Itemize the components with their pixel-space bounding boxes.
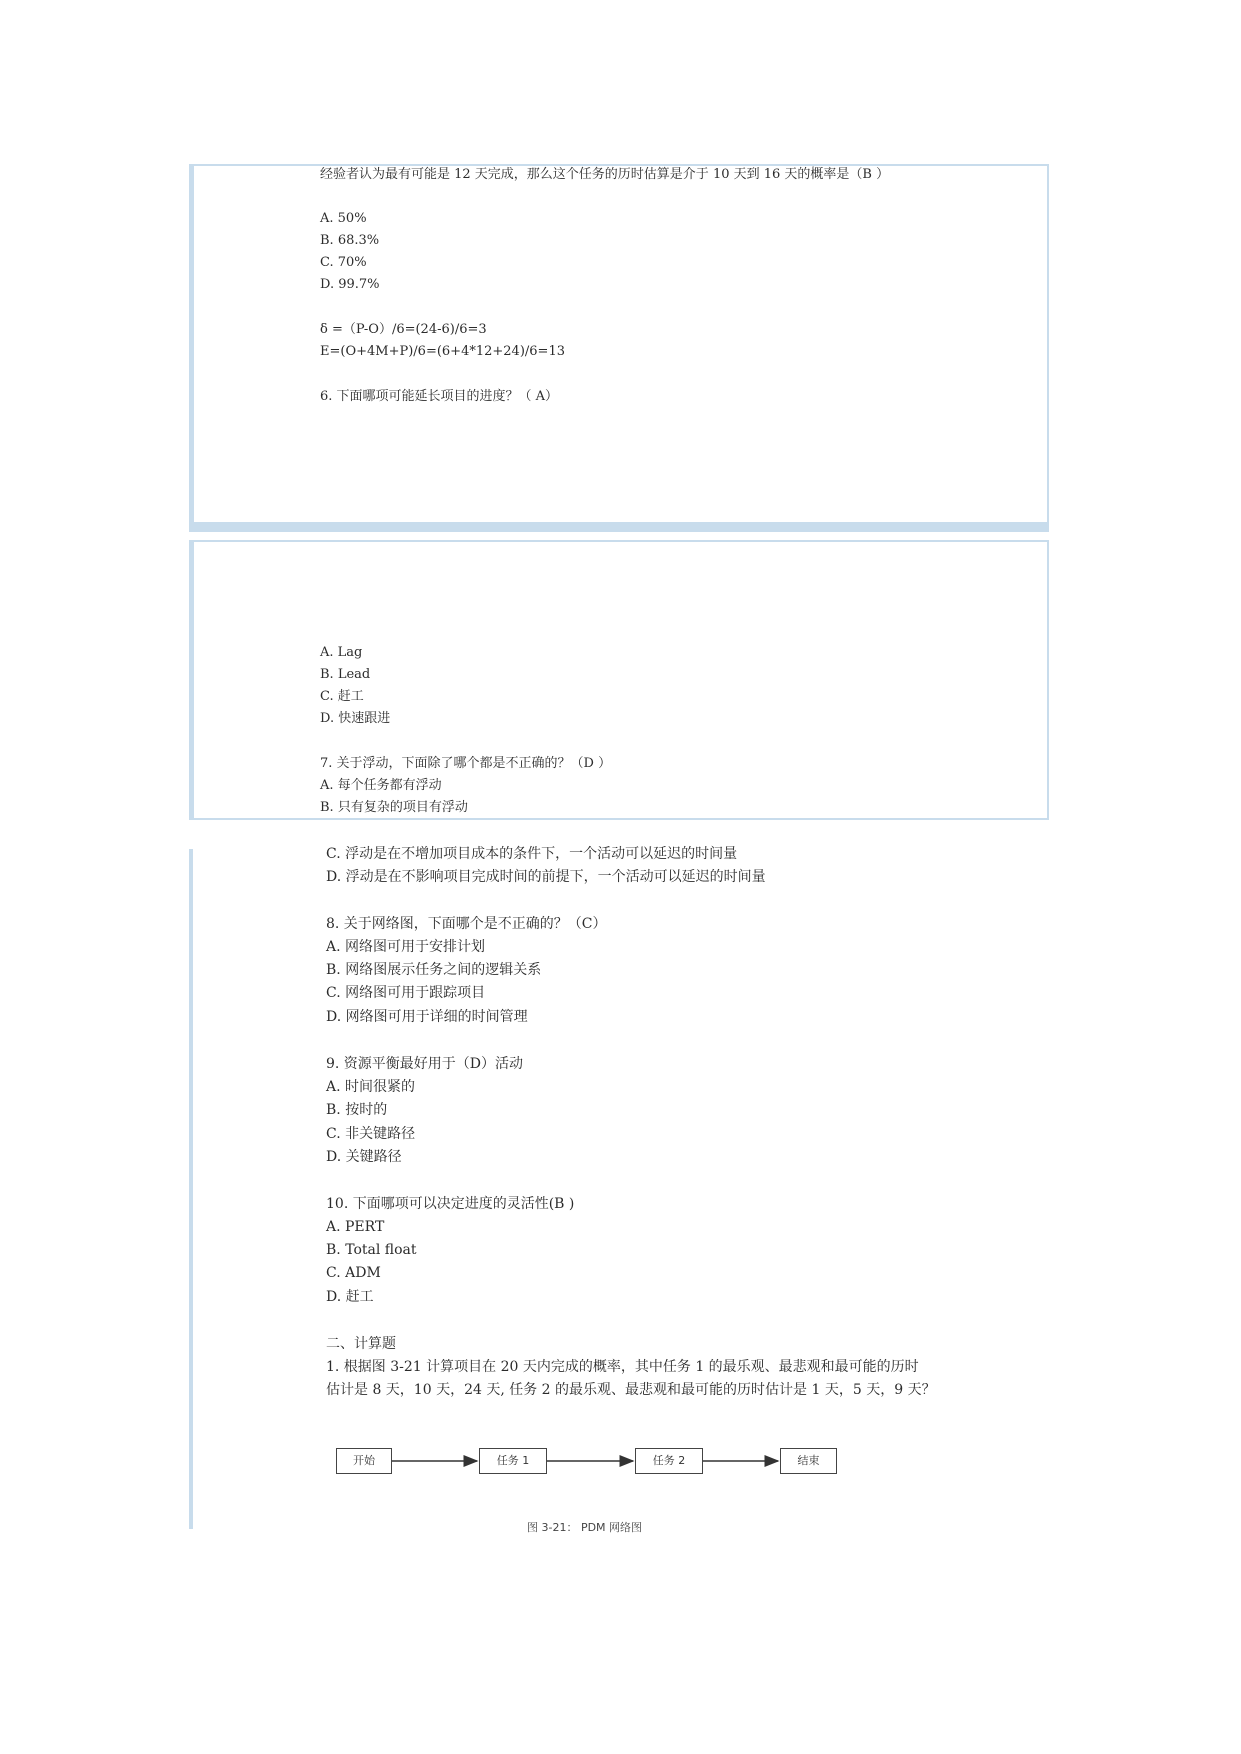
question-7: 7. 关于浮动，下面除了哪个都是不正确的？（D ）	[320, 756, 612, 771]
formula-expected: E=(O+4M+P)/6=(6+4*12+24)/6=13	[320, 344, 565, 359]
q10-option-a: A. PERT	[326, 1219, 385, 1235]
q6-option-c: C. 赶工	[320, 689, 364, 704]
node-end: 结束	[780, 1448, 837, 1474]
question-9: 9. 资源平衡最好用于（D）活动	[326, 1056, 524, 1072]
node-start: 开始	[336, 1448, 392, 1474]
node-task-2: 任务 2	[635, 1448, 703, 1474]
q9-option-b: B. 按时的	[326, 1102, 388, 1118]
q7-option-d: D. 浮动是在不影响项目完成时间的前提下，一个活动可以延迟的时间量	[326, 869, 766, 885]
q9-option-c: C. 非关键路径	[326, 1126, 416, 1142]
node-task-1: 任务 1	[479, 1448, 547, 1474]
q7-option-c: C. 浮动是在不增加项目成本的条件下，一个活动可以延迟的时间量	[326, 846, 738, 862]
q8-option-b: B. 网络图展示任务之间的逻辑关系	[326, 962, 542, 978]
q10-option-b: B. Total float	[326, 1242, 417, 1258]
diagram-caption: 图 3-21： PDM 网络图	[527, 1521, 643, 1534]
question-5-tail: 经验者认为最有可能是 12 天完成，那么这个任务的历时估算是介于 10 天到 16 天的概率是（B ）	[320, 167, 890, 182]
calc-question-1-line-2: 估计是 8 天，10 天，24 天, 任务 2 的最乐观、最悲观和最可能的历时估计是 1 天，5 天，9 天？	[326, 1382, 936, 1398]
q6-option-d: D. 快速跟进	[320, 711, 391, 726]
q7-option-a: A. 每个任务都有浮动	[320, 778, 442, 793]
q7-option-b: B. 只有复杂的项目有浮动	[320, 800, 468, 815]
q6-option-b: B. Lead	[320, 667, 371, 682]
formula-delta: δ =（P-O）/6=(24-6)/6=3	[320, 322, 487, 337]
question-8: 8. 关于网络图，下面哪个是不正确的？（C）	[326, 916, 607, 932]
diagram-arrows	[320, 1440, 860, 1510]
q9-option-a: A. 时间很紧的	[326, 1079, 416, 1095]
q5-option-d: D. 99.7%	[320, 277, 380, 292]
content-panel-top	[189, 164, 1049, 532]
q5-option-c: C. 70%	[320, 255, 367, 270]
question-10: 10. 下面哪项可以决定进度的灵活性(B )	[326, 1196, 575, 1212]
q10-option-d: D. 赶工	[326, 1289, 374, 1305]
calc-question-1-line-1: 1. 根据图 3-21 计算项目在 20 天内完成的概率，其中任务 1 的最乐观、最悲观和最可能的历时	[326, 1359, 919, 1375]
q5-option-b: B. 68.3%	[320, 233, 380, 248]
q9-option-d: D. 关键路径	[326, 1149, 402, 1165]
q5-option-a: A. 50%	[320, 211, 367, 226]
left-accent-bar	[189, 849, 193, 1529]
section-title: 二、计算题	[326, 1336, 396, 1352]
q8-option-d: D. 网络图可用于详细的时间管理	[326, 1009, 528, 1025]
q8-option-a: A. 网络图可用于安排计划	[326, 939, 486, 955]
question-6: 6. 下面哪项可能延长项目的进度？（ A）	[320, 389, 559, 404]
q6-option-a: A. Lag	[320, 645, 363, 660]
content-panel-bottom	[189, 540, 1049, 820]
q10-option-c: C. ADM	[326, 1265, 381, 1281]
q8-option-c: C. 网络图可用于跟踪项目	[326, 985, 486, 1001]
